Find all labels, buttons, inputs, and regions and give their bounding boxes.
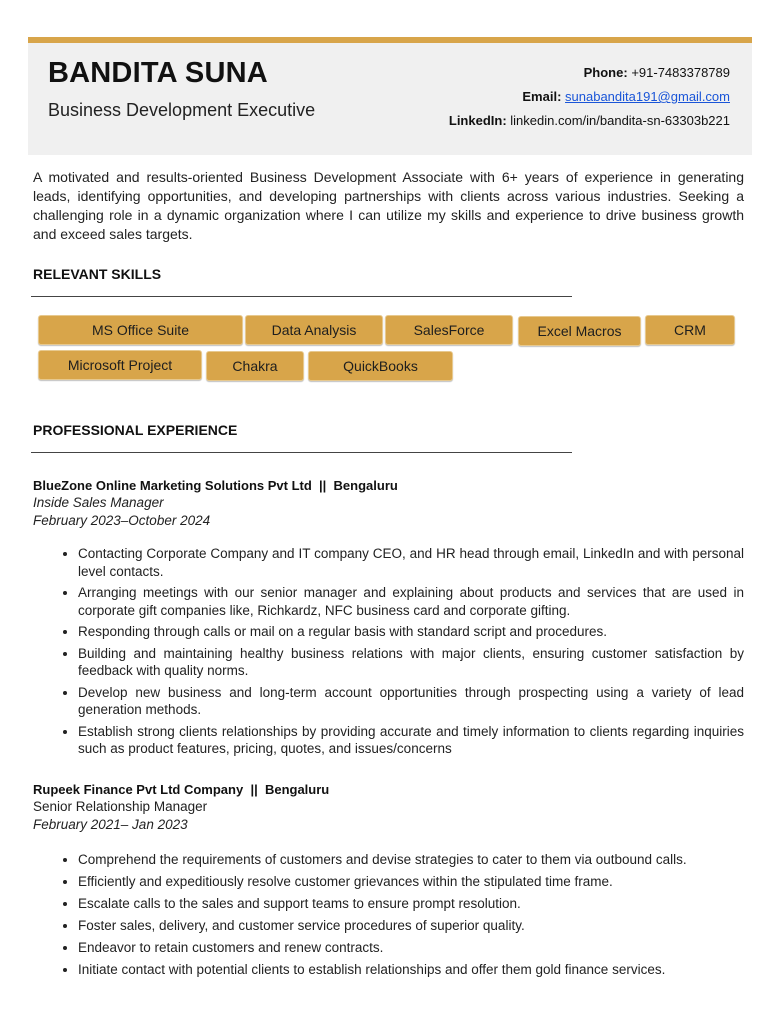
resume-header — [28, 43, 752, 155]
skill-chip: Microsoft Project — [38, 350, 202, 380]
list-item: • Endeavor to retain customers and renew contracts. — [78, 939, 744, 957]
linkedin-value: linkedin.com/in/bandita-sn-63303b221 — [510, 113, 730, 128]
job-dates: February 2021– Jan 2023 — [33, 817, 188, 832]
contact-block — [449, 61, 730, 133]
list-item: • Develop new business and long-term account opportunities through prospecting using a variety of lead generation methods. — [78, 684, 744, 719]
list-item: • Escalate calls to the sales and support teams to ensure prompt resolution. — [78, 895, 744, 913]
list-item: • Responding through calls or mail on a regular basis with standard script and procedures. — [78, 623, 744, 641]
skills-divider — [31, 296, 572, 297]
linkedin-line — [449, 109, 730, 133]
list-item: • Initiate contact with potential clients to establish relationships and offer them gold finance services. — [78, 961, 744, 979]
job-entry — [33, 781, 744, 984]
job-dates: February 2023–October 2024 — [33, 513, 211, 528]
skill-chip: Chakra — [206, 351, 304, 381]
separator: || — [319, 478, 327, 493]
company-name: Rupeek Finance Pvt Ltd Company — [33, 782, 244, 797]
skills-heading: RELEVANT SKILLS — [33, 266, 162, 282]
candidate-name: BANDITA SUNA — [48, 57, 268, 89]
email-link[interactable]: sunabandita191@gmail.com — [565, 89, 730, 104]
job-location: Bengaluru — [264, 782, 330, 797]
job-responsibilities — [33, 851, 744, 979]
list-item: • Efficiently and expeditiously resolve customer grievances within the stipulated time frame. — [78, 873, 744, 891]
email-line — [449, 85, 730, 109]
job-header — [33, 781, 744, 798]
experience-heading: PROFESSIONAL EXPERIENCE — [33, 422, 238, 438]
company-name: BlueZone Online Marketing Solutions Pvt Ltd — [33, 478, 312, 493]
email-label: Email: — [522, 89, 562, 104]
separator: || — [250, 782, 258, 797]
skill-chip: QuickBooks — [308, 351, 453, 381]
phone-value: +91-7483378789 — [631, 65, 730, 80]
list-item: • Building and maintaining healthy business relations with major clients, ensuring customer satisfaction by feedback with quality norms. — [78, 645, 744, 680]
list-item: • Arranging meetings with our senior manager and explaining about products and services that are used in corporate gift companies like, Richkardz, NFC business card and corporate gifting. — [78, 584, 744, 619]
skill-chip: Excel Macros — [518, 316, 641, 346]
job-header — [33, 477, 744, 494]
job-role: Senior Relationship Manager — [33, 799, 208, 814]
linkedin-label: LinkedIn: — [448, 113, 507, 128]
list-item: • Comprehend the requirements of customers and devise strategies to cater to them via outbound calls. — [78, 851, 744, 869]
phone-label: Phone: — [583, 65, 628, 80]
job-role: Inside Sales Manager — [33, 495, 164, 510]
skill-chip: CRM — [645, 315, 735, 345]
candidate-title: Business Development Executive — [48, 100, 316, 120]
skill-chip: Data Analysis — [245, 315, 383, 345]
job-responsibilities — [33, 545, 744, 758]
job-entry — [33, 477, 744, 762]
job-location: Bengaluru — [333, 478, 398, 493]
phone-line — [449, 61, 730, 85]
skill-chip: SalesForce — [385, 315, 513, 345]
skill-chip: MS Office Suite — [38, 315, 243, 345]
experience-divider — [31, 452, 572, 453]
professional-summary: A motivated and results-oriented Business Development Associate with 6+ years of experience in generating leads, identifying opportunities, and developing partnerships with clients across various industries. Seeking a challenging role in a dynamic organization where I can utilize my skills and experience to drive business growth and exceed sales targets. — [33, 169, 744, 242]
list-item: • Contacting Corporate Company and IT company CEO, and HR head through email, LinkedIn and with personal level contacts. — [78, 545, 744, 580]
list-item: • Establish strong clients relationships by providing accurate and timely information to clients regarding inquiries such as product features, pricing, quotes, and issues/concerns — [78, 723, 744, 758]
list-item: • Foster sales, delivery, and customer service procedures of superior quality. — [78, 917, 744, 935]
